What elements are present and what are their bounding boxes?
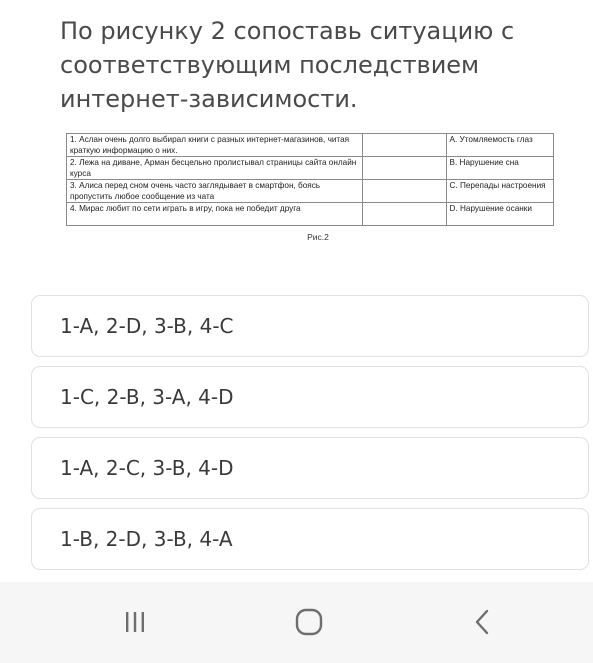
home-icon: [292, 605, 326, 639]
empty-cell: [363, 157, 446, 180]
back-icon: [468, 607, 498, 637]
figure-caption: Рис.2: [307, 232, 329, 242]
consequence-cell: В. Нарушение сна: [446, 157, 553, 180]
home-button[interactable]: [284, 602, 334, 642]
answer-option-1[interactable]: [31, 295, 589, 357]
figure-2: [66, 133, 556, 242]
empty-cell: [363, 203, 446, 226]
navigation-bar: [0, 582, 593, 663]
answer-option-label: 1-B, 2-D, 3-B, 4-A: [60, 527, 233, 551]
empty-cell: [363, 134, 446, 157]
answer-option-3[interactable]: [31, 437, 589, 499]
answer-option-4[interactable]: [31, 508, 589, 570]
answer-options: [31, 295, 589, 579]
situation-cell: 2. Лежа на диване, Арман бесцельно пролистывал страницы сайта онлайн курса: [67, 157, 363, 180]
recent-apps-button[interactable]: [110, 602, 160, 642]
answer-option-label: 1-C, 2-B, 3-A, 4-D: [60, 385, 234, 409]
recent-apps-icon: [120, 607, 150, 637]
situation-cell: 3. Алиса перед сном очень часто заглядывает в смартфон, боясь пропустить любое сообщение из чата: [67, 180, 363, 203]
table-row: [67, 157, 554, 180]
situations-table: [66, 133, 554, 226]
answer-option-label: 1-A, 2-D, 3-B, 4-C: [60, 314, 234, 338]
table-row: [67, 203, 554, 226]
answer-option-label: 1-A, 2-C, 3-B, 4-D: [60, 456, 234, 480]
table-row: [67, 134, 554, 157]
situation-cell: 1. Аслан очень долго выбирал книги с разных интернет-магазинов, читая краткую информацию о них.: [67, 134, 363, 157]
table-row: [67, 180, 554, 203]
situation-cell: 4. Мирас любит по сети играть в игру, пока не победит друга: [67, 203, 363, 226]
consequence-cell: D. Нарушение осанки: [446, 203, 553, 226]
back-button[interactable]: [458, 602, 508, 642]
empty-cell: [363, 180, 446, 203]
question-text: По рисунку 2 сопоставь ситуацию с соответствующим последствием интернет-зависимости.: [60, 17, 515, 113]
consequence-cell: С. Перепады настроения: [446, 180, 553, 203]
answer-option-2[interactable]: [31, 366, 589, 428]
consequence-cell: А. Утомляемость глаз: [446, 134, 553, 157]
